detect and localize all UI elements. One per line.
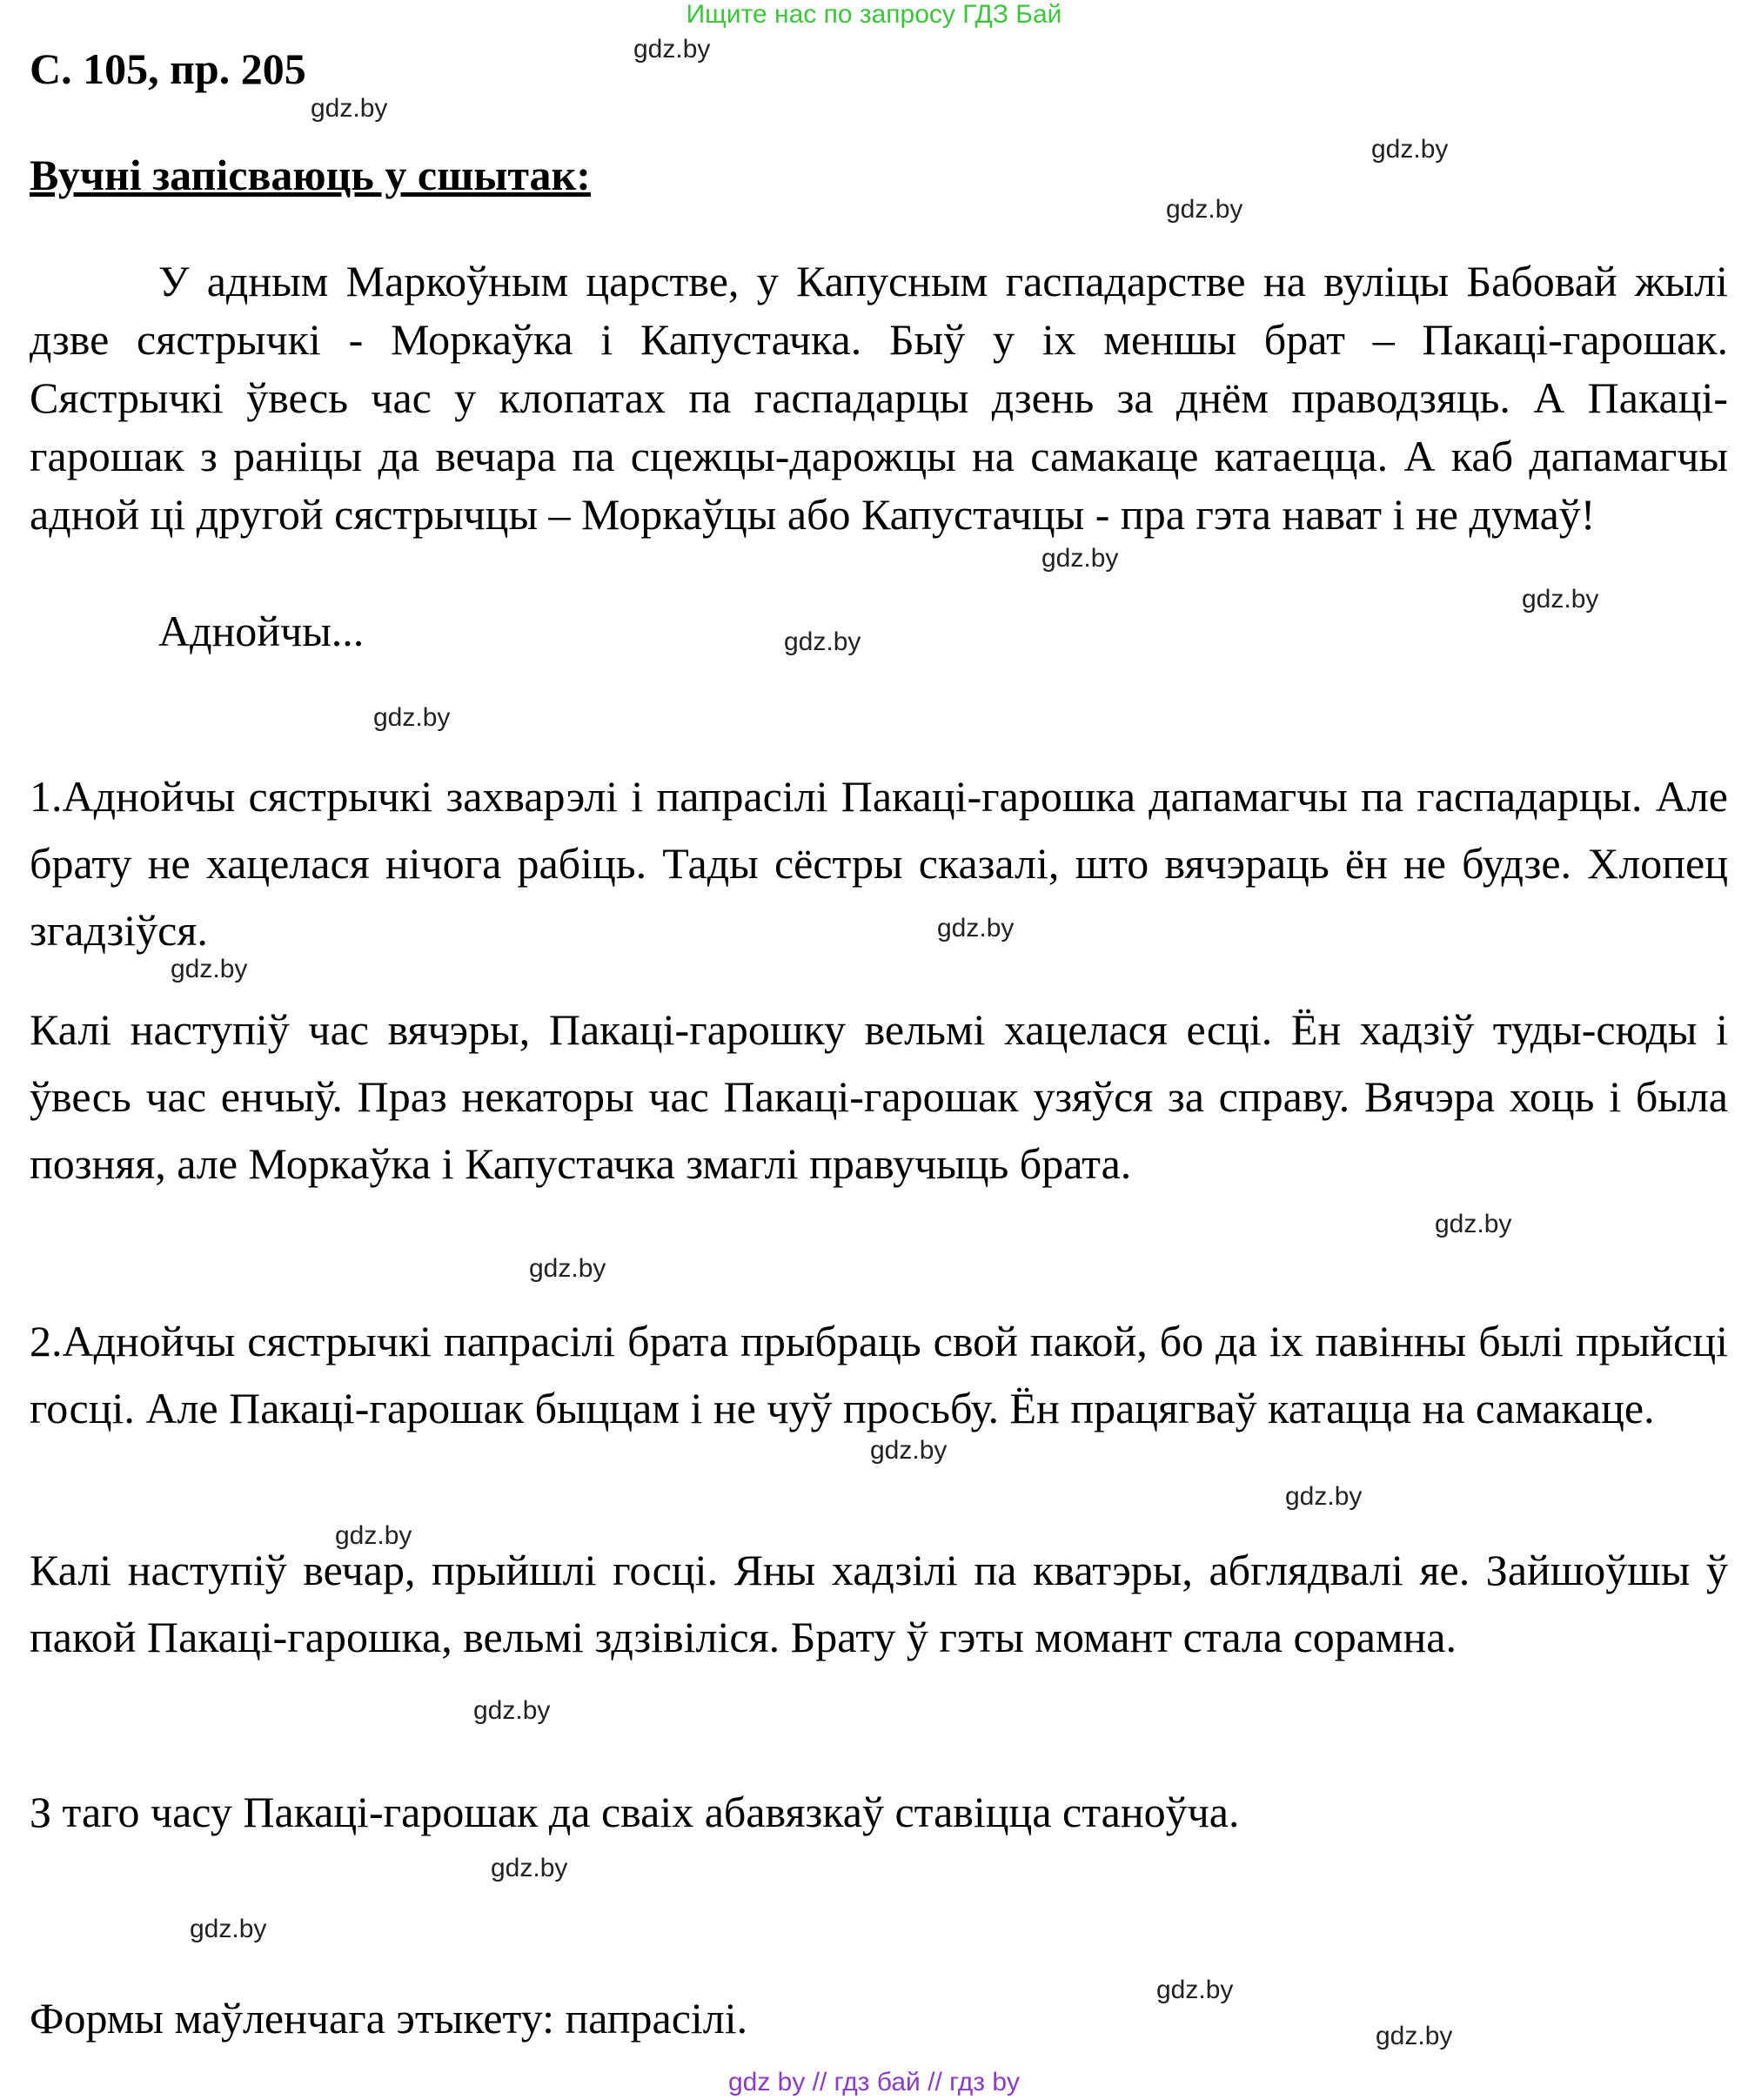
- variant-1-paragraph: 1.Аднойчы сястрычкі захварэлі і папрасілі Пакаці-гарошка дапамагчы па гаспадарцы. Але брату не хацелася нічога рабіць. Тады сёстры сказалі, што вячэраць ён не будзе. Хлопец згадзіўся.: [30, 772, 1728, 955]
- watermark: gdz.by: [937, 914, 1015, 943]
- watermark: gdz.by: [870, 1436, 948, 1465]
- bottom-banner-link[interactable]: gdz by // гдз бай // гдз by: [727, 2068, 1021, 2097]
- section-heading: Вучні запісваюць у сшытак:: [30, 151, 591, 199]
- watermark: gdz.by: [1166, 195, 1243, 224]
- variant-2-continuation: Калі наступіў вечар, прыйшлі госці. Яны хадзілі па кватэры, абглядвалі яе. Зайшоўшы ў пакой Пакаці-гарошка, вельмі здзівіліся. Брату ў гэты момант стала сорамна.: [30, 1546, 1728, 1661]
- top-banner-link[interactable]: Ищите нас по запросу ГДЗ Бай: [686, 0, 1062, 29]
- story-conclusion: З таго часу Пакаці-гарошак да сваіх абавязкаў ставіцца станоўча.: [30, 1788, 1240, 1836]
- watermark: gdz.by: [335, 1521, 412, 1550]
- watermark: gdz.by: [1371, 135, 1449, 164]
- watermark: gdz.by: [1285, 1482, 1363, 1511]
- watermark: gdz.by: [1156, 1976, 1234, 2004]
- variant-2-paragraph: 2.Аднойчы сястрычкі папрасілі брата прыбраць свой пакой, бо да іх павінны былі прыйсці госці. Але Пакаці-гарошак быццам і не чуў просьбу. Ён працягваў катацца на самакаце.: [30, 1317, 1728, 1432]
- watermark: gdz.by: [633, 35, 711, 64]
- watermark: gdz.by: [529, 1254, 606, 1283]
- watermark: gdz.by: [473, 1696, 551, 1725]
- watermark: gdz.by: [311, 94, 388, 123]
- watermark: gdz.by: [171, 955, 248, 983]
- watermark: gdz.by: [373, 703, 451, 732]
- watermark: gdz.by: [1522, 585, 1599, 614]
- watermark: gdz.by: [1041, 544, 1119, 573]
- variant-1-continuation: Калі наступіў час вячэры, Пакаці-гарошку вельмі хацелася есці. Ён хадзіў туды-сюды і ўвесь час енчыў. Праз некаторы час Пакаці-гарошак узяўся за справу. Вячэра хоць і была позняя, але Моркаўка і Капустачка змаглі правучыць брата.: [30, 1005, 1728, 1188]
- story-intro-ending: Аднойчы...: [158, 607, 365, 655]
- story-intro-paragraph: У адным Маркоўным царстве, у Капусным гаспадарстве на вуліцы Бабовай жылі дзве сястрычкі - Моркаўка і Капустачка. Быў у іх меншы брат – Пакаці-гарошак. Сястрычкі ўвесь час у клопатах па гаспадарцы дзень за днём праводзяць. А Пакаці-гарошак з раніцы да вечара па сцежцы-дарожцы на самакаце катаецца. А каб дапамагчы адной ці другой сястрычцы – Моркаўцы або Капустачцы - пра гэта нават і не думаў!: [30, 257, 1728, 539]
- watermark: gdz.by: [1376, 2022, 1453, 2050]
- watermark: gdz.by: [784, 627, 861, 656]
- watermark: gdz.by: [1435, 1210, 1512, 1238]
- page-title: С. 105, пр. 205: [30, 44, 306, 93]
- etiquette-forms-note: Формы маўленчага этыкету: папрасілі.: [30, 1994, 748, 2043]
- watermark: gdz.by: [190, 1915, 267, 1943]
- watermark: gdz.by: [491, 1854, 568, 1882]
